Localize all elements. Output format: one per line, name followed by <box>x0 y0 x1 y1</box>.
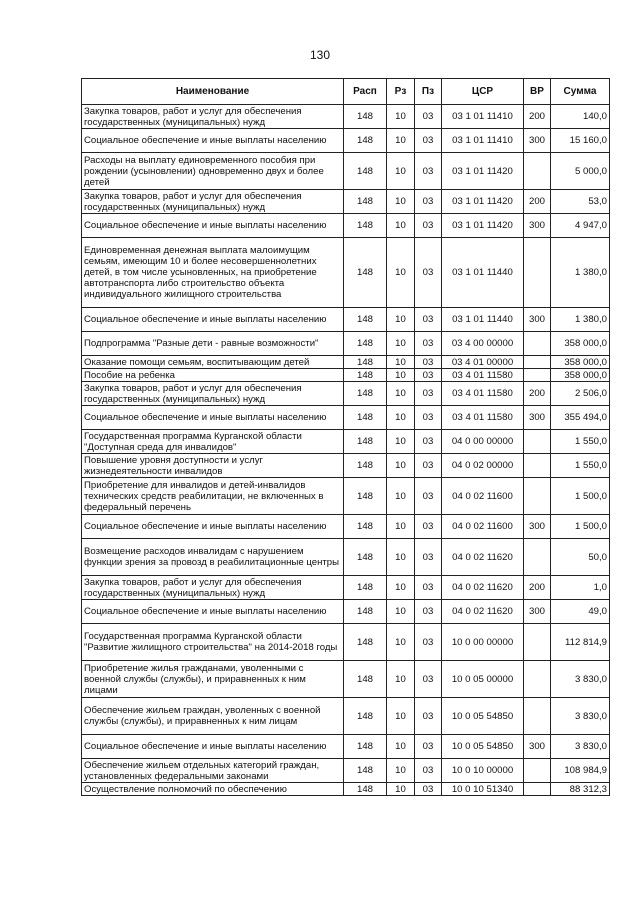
cell-pz: 03 <box>415 356 442 369</box>
cell-rasp: 148 <box>344 661 387 698</box>
cell-sum: 358 000,0 <box>551 356 610 369</box>
cell-rasp: 148 <box>344 759 387 783</box>
cell-csr: 10 0 05 00000 <box>442 661 524 698</box>
cell-csr: 03 4 01 00000 <box>442 356 524 369</box>
cell-sum: 3 830,0 <box>551 698 610 735</box>
cell-rasp: 148 <box>344 624 387 661</box>
cell-vr: 200 <box>524 382 551 406</box>
cell-sum: 1 500,0 <box>551 515 610 539</box>
cell-rz: 10 <box>387 454 415 478</box>
cell-rz: 10 <box>387 735 415 759</box>
cell-sum: 15 160,0 <box>551 129 610 153</box>
cell-vr: 300 <box>524 129 551 153</box>
cell-rz: 10 <box>387 332 415 356</box>
cell-name: Социальное обеспечение и иные выплаты населению <box>82 406 344 430</box>
page-number: 130 <box>309 48 331 62</box>
cell-sum: 2 506,0 <box>551 382 610 406</box>
cell-name: Пособие на ребенка <box>82 369 344 382</box>
cell-sum: 3 830,0 <box>551 735 610 759</box>
cell-vr <box>524 624 551 661</box>
cell-sum: 358 000,0 <box>551 369 610 382</box>
cell-pz: 03 <box>415 576 442 600</box>
cell-rasp: 148 <box>344 214 387 238</box>
cell-sum: 1,0 <box>551 576 610 600</box>
header-rz: Рз <box>387 79 415 105</box>
cell-csr: 04 0 02 00000 <box>442 454 524 478</box>
cell-rasp: 148 <box>344 478 387 515</box>
cell-rz: 10 <box>387 214 415 238</box>
cell-csr: 03 4 01 11580 <box>442 406 524 430</box>
cell-pz: 03 <box>415 238 442 308</box>
cell-rz: 10 <box>387 105 415 129</box>
header-rasp: Расп <box>344 79 387 105</box>
cell-name: Социальное обеспечение и иные выплаты населению <box>82 129 344 153</box>
cell-name: Оказание помощи семьям, воспитывающим детей <box>82 356 344 369</box>
cell-rasp: 148 <box>344 698 387 735</box>
cell-rz: 10 <box>387 515 415 539</box>
table-row <box>82 356 610 369</box>
table-row <box>82 600 610 624</box>
cell-name: Социальное обеспечение и иные выплаты населению <box>82 735 344 759</box>
cell-vr: 200 <box>524 576 551 600</box>
cell-rasp: 148 <box>344 153 387 190</box>
cell-pz: 03 <box>415 430 442 454</box>
cell-csr: 03 1 01 11420 <box>442 190 524 214</box>
table-row <box>82 454 610 478</box>
cell-pz: 03 <box>415 600 442 624</box>
cell-csr: 03 1 01 11420 <box>442 214 524 238</box>
cell-rasp: 148 <box>344 190 387 214</box>
cell-name: Обеспечение жильем граждан, уволенных с военной службы (службы), и приравненных к ним лицам <box>82 698 344 735</box>
cell-vr <box>524 153 551 190</box>
header-vr: ВР <box>524 79 551 105</box>
cell-name: Повышение уровня доступности и услуг жизнедеятельности инвалидов <box>82 454 344 478</box>
cell-rz: 10 <box>387 759 415 783</box>
cell-pz: 03 <box>415 369 442 382</box>
cell-sum: 1 550,0 <box>551 454 610 478</box>
cell-sum: 53,0 <box>551 190 610 214</box>
table-row <box>82 308 610 332</box>
cell-rasp: 148 <box>344 735 387 759</box>
cell-rasp: 148 <box>344 369 387 382</box>
table-row <box>82 369 610 382</box>
cell-rz: 10 <box>387 406 415 430</box>
table-row <box>82 105 610 129</box>
cell-sum: 5 000,0 <box>551 153 610 190</box>
cell-rasp: 148 <box>344 382 387 406</box>
cell-rasp: 148 <box>344 783 387 796</box>
table-row <box>82 190 610 214</box>
cell-pz: 03 <box>415 190 442 214</box>
cell-pz: 03 <box>415 624 442 661</box>
cell-pz: 03 <box>415 783 442 796</box>
table-row <box>82 478 610 515</box>
cell-rasp: 148 <box>344 332 387 356</box>
table-row <box>82 214 610 238</box>
cell-rasp: 148 <box>344 129 387 153</box>
cell-csr: 04 0 02 11620 <box>442 539 524 576</box>
cell-vr: 200 <box>524 190 551 214</box>
cell-csr: 03 1 01 11410 <box>442 105 524 129</box>
table-row <box>82 624 610 661</box>
cell-name: Закупка товаров, работ и услуг для обеспечения государственных (муниципальных) нужд <box>82 190 344 214</box>
cell-csr: 10 0 10 00000 <box>442 759 524 783</box>
cell-vr: 200 <box>524 105 551 129</box>
cell-csr: 03 4 01 11580 <box>442 369 524 382</box>
cell-pz: 03 <box>415 661 442 698</box>
cell-pz: 03 <box>415 735 442 759</box>
cell-rz: 10 <box>387 661 415 698</box>
cell-name: Социальное обеспечение и иные выплаты населению <box>82 214 344 238</box>
cell-vr <box>524 661 551 698</box>
cell-sum: 3 830,0 <box>551 661 610 698</box>
cell-csr: 03 1 01 11410 <box>442 129 524 153</box>
cell-rasp: 148 <box>344 105 387 129</box>
cell-rasp: 148 <box>344 600 387 624</box>
cell-csr: 03 4 01 11580 <box>442 382 524 406</box>
cell-rz: 10 <box>387 129 415 153</box>
cell-name: Единовременная денежная выплата малоимущим семьям, имеющим 10 и более несовершеннолетних детей, в том числе усыновленных, на приобретение автотранспорта либо строительство объекта индивидуального жилищного строительства <box>82 238 344 308</box>
cell-name: Социальное обеспечение и иные выплаты населению <box>82 308 344 332</box>
cell-pz: 03 <box>415 539 442 576</box>
cell-name: Приобретение для инвалидов и детей-инвалидов технических средств реабилитации, не включенных в федеральный перечень <box>82 478 344 515</box>
table-row <box>82 238 610 308</box>
cell-sum: 358 000,0 <box>551 332 610 356</box>
cell-csr: 03 1 01 11440 <box>442 308 524 332</box>
cell-csr: 04 0 02 11600 <box>442 515 524 539</box>
table-row <box>82 153 610 190</box>
cell-rz: 10 <box>387 698 415 735</box>
table-row <box>82 735 610 759</box>
cell-rz: 10 <box>387 600 415 624</box>
cell-pz: 03 <box>415 129 442 153</box>
cell-sum: 108 984,9 <box>551 759 610 783</box>
cell-pz: 03 <box>415 308 442 332</box>
cell-rz: 10 <box>387 783 415 796</box>
cell-pz: 03 <box>415 214 442 238</box>
cell-vr: 300 <box>524 735 551 759</box>
cell-pz: 03 <box>415 698 442 735</box>
cell-rasp: 148 <box>344 238 387 308</box>
cell-name: Закупка товаров, работ и услуг для обеспечения государственных (муниципальных) нужд <box>82 576 344 600</box>
cell-rz: 10 <box>387 576 415 600</box>
cell-rz: 10 <box>387 382 415 406</box>
cell-csr: 03 1 01 11420 <box>442 153 524 190</box>
cell-csr: 10 0 05 54850 <box>442 735 524 759</box>
cell-sum: 355 494,0 <box>551 406 610 430</box>
cell-pz: 03 <box>415 153 442 190</box>
cell-vr <box>524 332 551 356</box>
cell-rasp: 148 <box>344 576 387 600</box>
cell-sum: 1 500,0 <box>551 478 610 515</box>
cell-rasp: 148 <box>344 454 387 478</box>
cell-sum: 140,0 <box>551 105 610 129</box>
table-row <box>82 406 610 430</box>
header-name: Наименование <box>82 79 344 105</box>
cell-csr: 04 0 02 11620 <box>442 576 524 600</box>
table-row <box>82 382 610 406</box>
table-header-row <box>82 79 610 105</box>
cell-rasp: 148 <box>344 539 387 576</box>
cell-name: Социальное обеспечение и иные выплаты населению <box>82 515 344 539</box>
header-pz: Пз <box>415 79 442 105</box>
cell-vr <box>524 430 551 454</box>
cell-csr: 04 0 02 11620 <box>442 600 524 624</box>
cell-name: Закупка товаров, работ и услуг для обеспечения государственных (муниципальных) нужд <box>82 105 344 129</box>
table-body <box>82 105 610 796</box>
cell-rz: 10 <box>387 153 415 190</box>
cell-rz: 10 <box>387 539 415 576</box>
table-row <box>82 332 610 356</box>
cell-rz: 10 <box>387 369 415 382</box>
table-row <box>82 661 610 698</box>
cell-pz: 03 <box>415 478 442 515</box>
table-row <box>82 698 610 735</box>
cell-pz: 03 <box>415 406 442 430</box>
cell-vr <box>524 539 551 576</box>
table-row <box>82 515 610 539</box>
table-row <box>82 430 610 454</box>
cell-pz: 03 <box>415 759 442 783</box>
cell-sum: 50,0 <box>551 539 610 576</box>
cell-rasp: 148 <box>344 356 387 369</box>
cell-name: Закупка товаров, работ и услуг для обеспечения государственных (муниципальных) нужд <box>82 382 344 406</box>
cell-name: Подпрограмма "Разные дети - равные возможности" <box>82 332 344 356</box>
cell-name: Обеспечение жильем отдельных категорий граждан, установленных федеральными законами <box>82 759 344 783</box>
cell-vr: 300 <box>524 214 551 238</box>
header-sum: Сумма <box>551 79 610 105</box>
cell-name: Расходы на выплату единовременного пособия при рождении (усыновлении) одновременно двух и более детей <box>82 153 344 190</box>
cell-csr: 04 0 00 00000 <box>442 430 524 454</box>
cell-vr <box>524 369 551 382</box>
cell-csr: 03 4 00 00000 <box>442 332 524 356</box>
cell-csr: 10 0 05 54850 <box>442 698 524 735</box>
cell-sum: 4 947,0 <box>551 214 610 238</box>
cell-pz: 03 <box>415 332 442 356</box>
cell-vr <box>524 238 551 308</box>
cell-name: Государственная программа Курганской области "Развитие жилищного строительства" на 2014-2018 годы <box>82 624 344 661</box>
cell-sum: 1 380,0 <box>551 308 610 332</box>
cell-sum: 88 312,3 <box>551 783 610 796</box>
cell-rz: 10 <box>387 190 415 214</box>
cell-pz: 03 <box>415 105 442 129</box>
cell-name: Социальное обеспечение и иные выплаты населению <box>82 600 344 624</box>
cell-rz: 10 <box>387 624 415 661</box>
cell-rz: 10 <box>387 478 415 515</box>
cell-vr <box>524 454 551 478</box>
table-row <box>82 576 610 600</box>
header-csr: ЦСР <box>442 79 524 105</box>
cell-vr <box>524 478 551 515</box>
cell-rz: 10 <box>387 430 415 454</box>
cell-csr: 04 0 02 11600 <box>442 478 524 515</box>
cell-vr <box>524 783 551 796</box>
cell-sum: 1 550,0 <box>551 430 610 454</box>
cell-rasp: 148 <box>344 406 387 430</box>
cell-pz: 03 <box>415 454 442 478</box>
cell-csr: 03 1 01 11440 <box>442 238 524 308</box>
table-row <box>82 129 610 153</box>
cell-name: Государственная программа Курганской области "Доступная среда для инвалидов" <box>82 430 344 454</box>
cell-csr: 10 0 10 51340 <box>442 783 524 796</box>
cell-vr <box>524 759 551 783</box>
cell-sum: 49,0 <box>551 600 610 624</box>
cell-rz: 10 <box>387 356 415 369</box>
table-row <box>82 539 610 576</box>
cell-rasp: 148 <box>344 308 387 332</box>
cell-name: Осуществление полномочий по обеспечению <box>82 783 344 796</box>
cell-rz: 10 <box>387 308 415 332</box>
cell-vr <box>524 698 551 735</box>
budget-table <box>81 78 610 796</box>
cell-csr: 10 0 00 00000 <box>442 624 524 661</box>
cell-pz: 03 <box>415 382 442 406</box>
cell-vr: 300 <box>524 308 551 332</box>
cell-name: Приобретение жилья гражданами, уволенными с военной службы (службы), и приравненных к ним лицами <box>82 661 344 698</box>
cell-rasp: 148 <box>344 430 387 454</box>
cell-rasp: 148 <box>344 515 387 539</box>
cell-name: Возмещение расходов инвалидам с нарушением функции зрения за провозд в реабилитационные центры <box>82 539 344 576</box>
cell-pz: 03 <box>415 515 442 539</box>
cell-vr <box>524 356 551 369</box>
cell-vr: 300 <box>524 600 551 624</box>
table-row <box>82 783 610 796</box>
cell-sum: 112 814,9 <box>551 624 610 661</box>
table-row <box>82 759 610 783</box>
cell-vr: 300 <box>524 406 551 430</box>
cell-sum: 1 380,0 <box>551 238 610 308</box>
cell-rz: 10 <box>387 238 415 308</box>
cell-vr: 300 <box>524 515 551 539</box>
